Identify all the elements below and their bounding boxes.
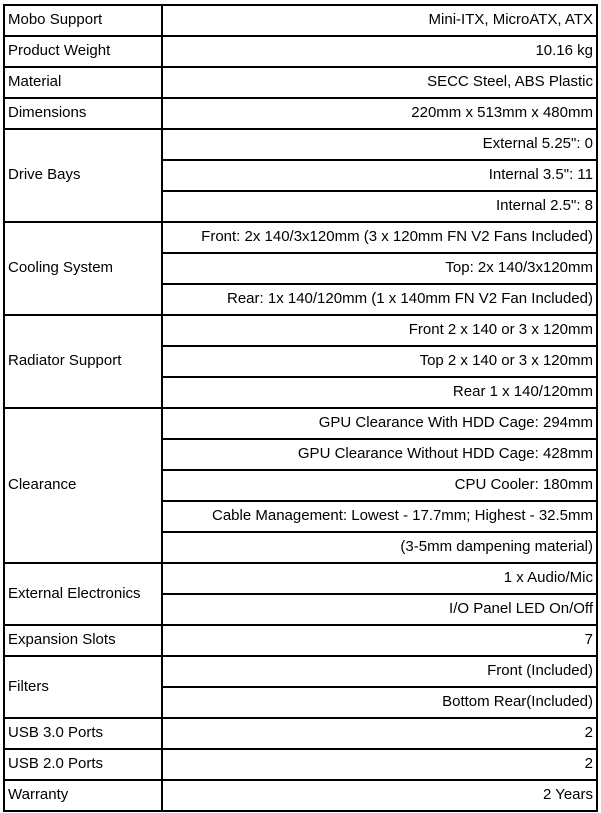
- table-row: [4, 98, 597, 129]
- table-row: [4, 67, 597, 98]
- spec-value: Front 2 x 140 or 3 x 120mm: [162, 315, 597, 346]
- spec-value: (3-5mm dampening material): [162, 532, 597, 563]
- spec-value: Mini-ITX, MicroATX, ATX: [162, 5, 597, 36]
- spec-label: Dimensions: [4, 98, 162, 129]
- spec-value: External 5.25": 0: [162, 129, 597, 160]
- spec-value: Bottom Rear(Included): [162, 687, 597, 718]
- spec-label: Cooling System: [4, 222, 162, 315]
- spec-value: 2: [162, 749, 597, 780]
- spec-label: Expansion Slots: [4, 625, 162, 656]
- spec-value: I/O Panel LED On/Off: [162, 594, 597, 625]
- spec-value: Top 2 x 140 or 3 x 120mm: [162, 346, 597, 377]
- spec-label: Filters: [4, 656, 162, 718]
- spec-value: 2: [162, 718, 597, 749]
- table-row: [4, 625, 597, 656]
- spec-label: External Electronics: [4, 563, 162, 625]
- spec-label: Material: [4, 67, 162, 98]
- spec-value: Front (Included): [162, 656, 597, 687]
- spec-label: Product Weight: [4, 36, 162, 67]
- spec-value: GPU Clearance With HDD Cage: 294mm: [162, 408, 597, 439]
- table-row: [4, 315, 597, 346]
- table-row: [4, 749, 597, 780]
- table-row: [4, 408, 597, 439]
- spec-value: Top: 2x 140/3x120mm: [162, 253, 597, 284]
- spec-value: 2 Years: [162, 780, 597, 811]
- specs-table: [3, 4, 598, 812]
- table-row: [4, 718, 597, 749]
- spec-value: Rear: 1x 140/120mm (1 x 140mm FN V2 Fan Included): [162, 284, 597, 315]
- table-row: [4, 222, 597, 253]
- table-row: [4, 129, 597, 160]
- spec-label: Mobo Support: [4, 5, 162, 36]
- spec-value: SECC Steel, ABS Plastic: [162, 67, 597, 98]
- spec-value: CPU Cooler: 180mm: [162, 470, 597, 501]
- spec-value: Cable Management: Lowest - 17.7mm; Highest - 32.5mm: [162, 501, 597, 532]
- table-row: [4, 5, 597, 36]
- spec-label: Radiator Support: [4, 315, 162, 408]
- spec-value: Internal 2.5": 8: [162, 191, 597, 222]
- spec-value: Internal 3.5": 11: [162, 160, 597, 191]
- spec-label: Warranty: [4, 780, 162, 811]
- spec-value: 7: [162, 625, 597, 656]
- spec-value: Front: 2x 140/3x120mm (3 x 120mm FN V2 Fans Included): [162, 222, 597, 253]
- spec-label: Clearance: [4, 408, 162, 563]
- table-row: [4, 656, 597, 687]
- spec-value: GPU Clearance Without HDD Cage: 428mm: [162, 439, 597, 470]
- spec-label: Drive Bays: [4, 129, 162, 222]
- spec-value: 1 x Audio/Mic: [162, 563, 597, 594]
- spec-value: Rear 1 x 140/120mm: [162, 377, 597, 408]
- spec-label: USB 2.0 Ports: [4, 749, 162, 780]
- table-row: [4, 36, 597, 67]
- spec-value: 10.16 kg: [162, 36, 597, 67]
- spec-value: 220mm x 513mm x 480mm: [162, 98, 597, 129]
- spec-label: USB 3.0 Ports: [4, 718, 162, 749]
- table-row: [4, 780, 597, 811]
- table-row: [4, 563, 597, 594]
